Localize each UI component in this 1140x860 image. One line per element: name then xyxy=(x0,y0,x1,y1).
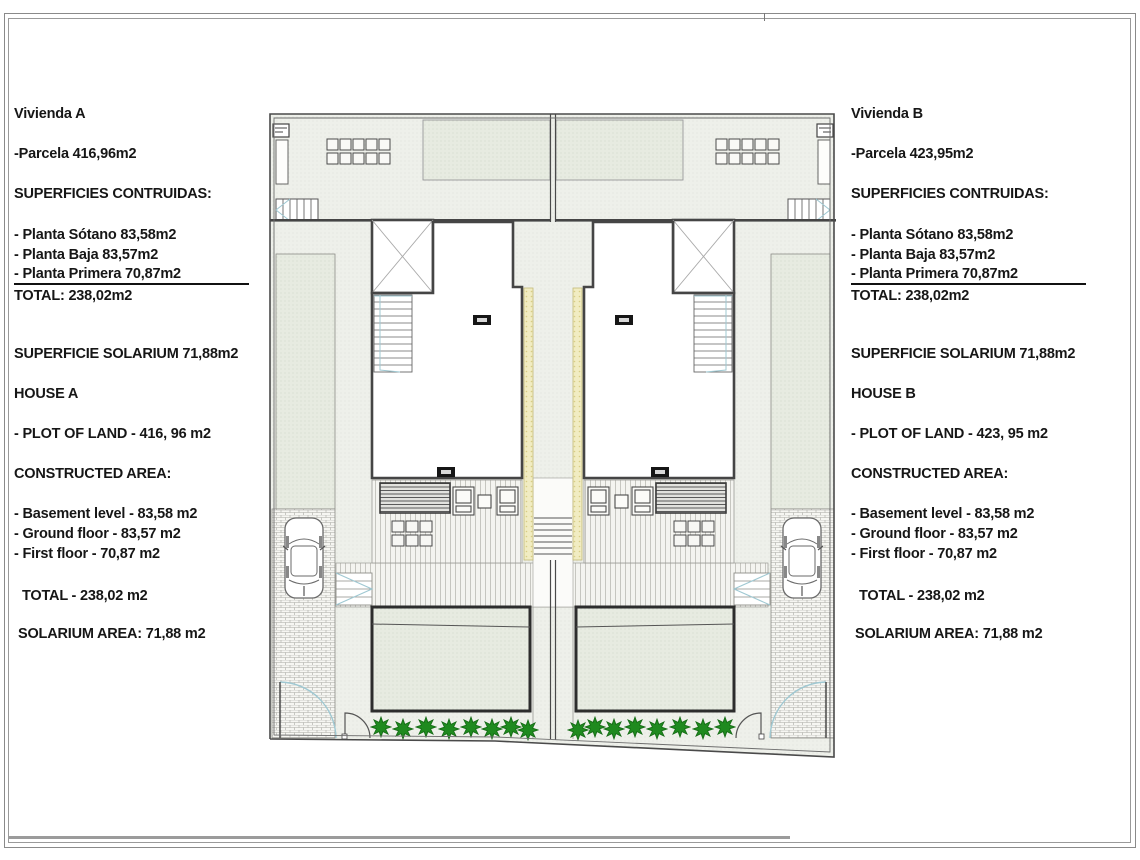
house-a-total: TOTAL: 238,02m2 xyxy=(14,288,133,304)
house-b-total-en: TOTAL - 238,02 m2 xyxy=(859,588,985,604)
house-b-solarium: SUPERFICIE SOLARIUM 71,88m2 xyxy=(851,346,1076,362)
house-a-solarium-en: SOLARIUM AREA: 71,88 m2 xyxy=(18,626,206,642)
house-b-planta-primera: - Planta Primera 70,87m2 xyxy=(851,266,1086,285)
house-a-parcela: -Parcela 416,96m2 xyxy=(14,146,137,162)
house-a-en-title: HOUSE A xyxy=(14,386,79,402)
house-b-parcela: -Parcela 423,95m2 xyxy=(851,146,974,162)
house-a-plot-of-land: - PLOT OF LAND - 416, 96 m2 xyxy=(14,426,211,442)
house-a-title: Vivienda A xyxy=(14,106,86,122)
house-b-basement: - Basement level - 83,58 m2 xyxy=(851,506,1035,522)
house-a-planta-primera: - Planta Primera 70,87m2 xyxy=(14,266,249,285)
house-a-ground-floor: - Ground floor - 83,57 m2 xyxy=(14,526,181,542)
house-b-solarium-en: SOLARIUM AREA: 71,88 m2 xyxy=(855,626,1043,642)
plot-background xyxy=(270,114,834,757)
house-b-title: Vivienda B xyxy=(851,106,923,122)
house-b-en-title: HOUSE B xyxy=(851,386,916,402)
house-b-planta-baja: - Planta Baja 83,57m2 xyxy=(851,247,996,263)
house-a-planta-baja: - Planta Baja 83,57m2 xyxy=(14,247,159,263)
house-a-superficies-heading: SUPERFICIES CONTRUIDAS: xyxy=(14,186,212,202)
house-b-first-floor: - First floor - 70,87 m2 xyxy=(851,546,997,562)
house-a-solarium: SUPERFICIE SOLARIUM 71,88m2 xyxy=(14,346,239,362)
house-b-ground-floor: - Ground floor - 83,57 m2 xyxy=(851,526,1018,542)
house-a-total-en: TOTAL - 238,02 m2 xyxy=(22,588,148,604)
house-b-planta-sotano: - Planta Sótano 83,58m2 xyxy=(851,227,1014,243)
house-a-basement: - Basement level - 83,58 m2 xyxy=(14,506,198,522)
house-a-planta-sotano: - Planta Sótano 83,58m2 xyxy=(14,227,177,243)
house-a-first-floor: - First floor - 70,87 m2 xyxy=(14,546,160,562)
house-b-total: TOTAL: 238,02m2 xyxy=(851,288,970,304)
house-b-plot-of-land: - PLOT OF LAND - 423, 95 m2 xyxy=(851,426,1048,442)
house-b-superficies-heading: SUPERFICIES CONTRUIDAS: xyxy=(851,186,1049,202)
house-b-constructed-heading: CONSTRUCTED AREA: xyxy=(851,466,1009,482)
house-a-constructed-heading: CONSTRUCTED AREA: xyxy=(14,466,172,482)
